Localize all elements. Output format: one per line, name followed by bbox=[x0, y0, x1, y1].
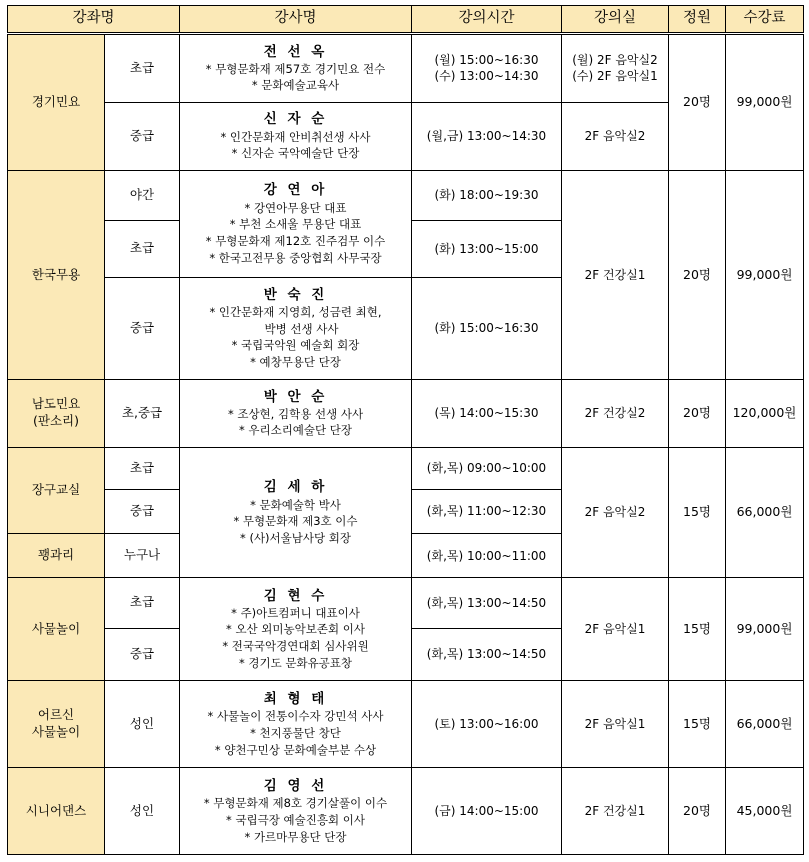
course-samulnori: 사물놀이 bbox=[8, 578, 105, 681]
header-instructor: 강사명 bbox=[180, 6, 412, 34]
time-cell: (화) 18:00~19:30 bbox=[412, 170, 562, 220]
level-cell: 성인 bbox=[105, 768, 180, 855]
course-name-line: (판소리) bbox=[33, 413, 79, 429]
instructor-credential-continued: 박병 선생 사사 bbox=[264, 321, 339, 336]
room-cell: 2F 건강실1 bbox=[562, 768, 669, 855]
instructor-credential: * 문화예술교육사 bbox=[180, 77, 411, 94]
instructor-cell bbox=[180, 680, 412, 768]
capacity-cell: 20명 bbox=[669, 170, 726, 379]
course-elder-samulnori bbox=[8, 680, 105, 768]
instructor-name: 박 안 순 bbox=[263, 388, 328, 405]
instructor-name: 신 자 순 bbox=[263, 111, 328, 128]
time-cell: (화,목) 10:00~11:00 bbox=[412, 534, 562, 578]
course-namdo-minyo bbox=[8, 380, 105, 447]
instructor-credential: * 양천구민상 문화예술부분 수상 bbox=[180, 742, 411, 759]
instructor-name: 반 숙 진 bbox=[263, 286, 328, 303]
table-row bbox=[8, 447, 804, 489]
instructor-name: 김 영 선 bbox=[263, 778, 328, 795]
level-cell: 중급 bbox=[105, 102, 180, 170]
room-line: (월) 2F 음악실2 bbox=[572, 53, 658, 68]
course-kkwaenggwari: 꽹과리 bbox=[8, 534, 105, 578]
header-row bbox=[8, 6, 804, 34]
instructor-credential: * 가르마무용단 단장 bbox=[180, 829, 411, 846]
instructor-credential: * 인간문화재 지영희, 성금련 최현, bbox=[180, 304, 411, 321]
room-cell: 2F 음악실1 bbox=[562, 680, 669, 768]
instructor-cell bbox=[180, 102, 412, 170]
instructor-credential: * 경기도 문화유공표창 bbox=[180, 655, 411, 672]
table-row bbox=[8, 170, 804, 220]
time-cell: (목) 14:00~15:30 bbox=[412, 380, 562, 447]
capacity-cell: 15명 bbox=[669, 578, 726, 681]
header-fee: 수강료 bbox=[726, 6, 804, 34]
fee-cell: 99,000원 bbox=[726, 170, 804, 379]
table-row bbox=[8, 34, 804, 102]
room-cell: 2F 음악실2 bbox=[562, 447, 669, 578]
room-line: (수) 2F 음악실1 bbox=[572, 69, 658, 84]
level-cell: 초급 bbox=[105, 447, 180, 489]
time-cell: (화,목) 13:00~14:50 bbox=[412, 628, 562, 680]
instructor-credential: * 전국국악경연대회 심사위원 bbox=[180, 638, 411, 655]
header-time: 강의시간 bbox=[412, 6, 562, 34]
level-cell: 중급 bbox=[105, 628, 180, 680]
instructor-name: 강 연 아 bbox=[263, 182, 328, 199]
capacity-cell: 20명 bbox=[669, 768, 726, 855]
instructor-credential: * 무형문화재 제8호 경기살풀이 이수 bbox=[180, 795, 411, 812]
instructor-credential: * 오산 외미농악보존회 이사 bbox=[180, 621, 411, 638]
instructor-cell bbox=[180, 380, 412, 447]
instructor-credential: * 국립극장 예술진흥회 이사 bbox=[180, 812, 411, 829]
instructor-credential: * 부천 소새울 무용단 대표 bbox=[180, 216, 411, 233]
time-cell: (토) 13:00~16:00 bbox=[412, 680, 562, 768]
fee-cell: 66,000원 bbox=[726, 447, 804, 578]
table-row bbox=[8, 380, 804, 447]
header-capacity: 정원 bbox=[669, 6, 726, 34]
room-cell: 2F 건강실2 bbox=[562, 380, 669, 447]
course-senior-dance: 시니어댄스 bbox=[8, 768, 105, 855]
level-cell: 중급 bbox=[105, 277, 180, 380]
fee-cell: 99,000원 bbox=[726, 34, 804, 171]
time-line: (수) 13:00~14:30 bbox=[434, 69, 539, 84]
course-gyeonggi-minyo: 경기민요 bbox=[8, 34, 105, 171]
instructor-credential: * 인간문화재 안비취선생 사사 bbox=[180, 129, 411, 146]
header-course: 강좌명 bbox=[8, 6, 180, 34]
level-cell: 누구나 bbox=[105, 534, 180, 578]
capacity-cell: 20명 bbox=[669, 34, 726, 171]
room-cell: 2F 음악실2 bbox=[562, 102, 669, 170]
course-hanguk-muyong: 한국무용 bbox=[8, 170, 105, 379]
course-schedule-table bbox=[7, 5, 804, 855]
room-cell: 2F 건강실1 bbox=[562, 170, 669, 379]
course-name-line: 남도민요 bbox=[31, 396, 81, 412]
instructor-credential: * (사)서울남사당 회장 bbox=[180, 530, 411, 547]
capacity-cell: 15명 bbox=[669, 680, 726, 768]
instructor-cell bbox=[180, 768, 412, 855]
level-cell: 야간 bbox=[105, 170, 180, 220]
instructor-credential: * 예창무용단 단장 bbox=[180, 354, 411, 371]
course-name-line: 사물놀이 bbox=[31, 724, 81, 740]
instructor-credential: * 강연아무용단 대표 bbox=[180, 200, 411, 217]
table-row bbox=[8, 578, 804, 628]
capacity-cell: 20명 bbox=[669, 380, 726, 447]
room-cell: 2F 음악실1 bbox=[562, 578, 669, 681]
instructor-name: 최 형 태 bbox=[263, 690, 328, 707]
time-line: (월) 15:00~16:30 bbox=[434, 53, 539, 68]
level-cell: 초급 bbox=[105, 578, 180, 628]
time-cell: (월,금) 13:00~14:30 bbox=[412, 102, 562, 170]
fee-cell: 66,000원 bbox=[726, 680, 804, 768]
instructor-cell bbox=[180, 447, 412, 578]
fee-cell: 45,000원 bbox=[726, 768, 804, 855]
instructor-credential: * 무형문화재 제57호 경기민요 전수 bbox=[180, 61, 411, 78]
instructor-credential: * 국립국악원 예술회 회장 bbox=[180, 337, 411, 354]
course-janggu: 장구교실 bbox=[8, 447, 105, 533]
instructor-credential: * 무형문화재 제12호 진주검무 이수 bbox=[180, 233, 411, 250]
instructor-credential: * 천지풍물단 창단 bbox=[180, 725, 411, 742]
time-cell: (화) 15:00~16:30 bbox=[412, 277, 562, 380]
table-row bbox=[8, 680, 804, 768]
table-row bbox=[8, 768, 804, 855]
level-cell: 중급 bbox=[105, 489, 180, 533]
time-cell: (화) 13:00~15:00 bbox=[412, 221, 562, 277]
instructor-cell bbox=[180, 170, 412, 277]
instructor-cell bbox=[180, 578, 412, 681]
instructor-credential: * 신자순 국악예술단 단장 bbox=[180, 145, 411, 162]
instructor-cell bbox=[180, 277, 412, 380]
instructor-credential: * 주)아트컴퍼니 대표이사 bbox=[180, 605, 411, 622]
capacity-cell: 15명 bbox=[669, 447, 726, 578]
instructor-credential: * 한국고전무용 중앙협회 사무국장 bbox=[180, 250, 411, 267]
time-cell: (화,목) 13:00~14:50 bbox=[412, 578, 562, 628]
instructor-credential: * 조상현, 김학용 선생 사사 bbox=[180, 406, 411, 423]
time-cell: (화,목) 11:00~12:30 bbox=[412, 489, 562, 533]
room-cell bbox=[562, 34, 669, 102]
instructor-credential: * 우리소리예술단 단장 bbox=[180, 422, 411, 439]
time-cell: (화,목) 09:00~10:00 bbox=[412, 447, 562, 489]
course-name-line: 어르신 bbox=[37, 707, 75, 723]
time-cell bbox=[412, 34, 562, 102]
time-cell: (금) 14:00~15:00 bbox=[412, 768, 562, 855]
instructor-credential: * 문화예술학 박사 bbox=[180, 497, 411, 514]
fee-cell: 99,000원 bbox=[726, 578, 804, 681]
instructor-credential: * 사물놀이 전통이수자 강민석 사사 bbox=[180, 708, 411, 725]
level-cell: 성인 bbox=[105, 680, 180, 768]
level-cell: 초,중급 bbox=[105, 380, 180, 447]
instructor-credential: * 무형문화재 제3호 이수 bbox=[180, 513, 411, 530]
level-cell: 초급 bbox=[105, 221, 180, 277]
level-cell: 초급 bbox=[105, 34, 180, 102]
instructor-name: 김 세 하 bbox=[263, 479, 328, 496]
instructor-name: 김 현 수 bbox=[263, 587, 328, 604]
instructor-name: 전 선 옥 bbox=[263, 43, 328, 60]
header-room: 강의실 bbox=[562, 6, 669, 34]
fee-cell: 120,000원 bbox=[726, 380, 804, 447]
instructor-cell bbox=[180, 34, 412, 102]
